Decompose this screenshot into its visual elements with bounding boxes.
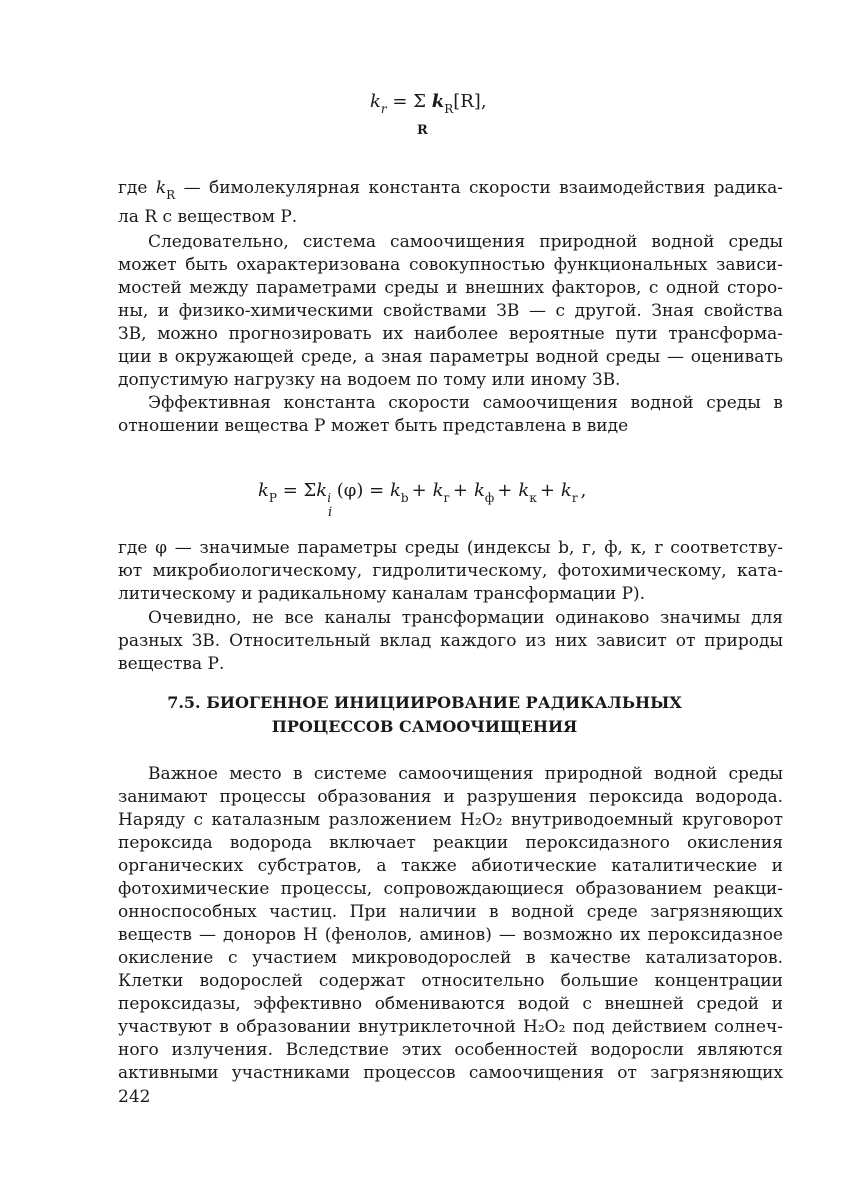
formula-var: k <box>258 480 269 501</box>
formula-var: k <box>473 480 485 501</box>
text-line: разных ЗВ. Относительный вклад каждого из них зависит от природы <box>118 631 783 651</box>
formula-eq: = Σ <box>282 480 317 501</box>
formula-kp <box>258 480 592 505</box>
formula-var: k <box>370 91 381 112</box>
text-line: участвуют в образовании внутриклеточной H₂O₂ под действием солнеч- <box>118 1017 783 1037</box>
formula-var: k <box>316 480 328 501</box>
formula-var: k <box>389 480 401 501</box>
formula-sub: г <box>443 491 450 505</box>
text-line: может быть охарактеризована совокупностью функциональных зависи- <box>118 255 783 275</box>
text-line: литическому и радикальному каналам трансформации Р). <box>118 584 646 604</box>
text-line: пероксида водорода включает реакции пероксидазного окисления <box>118 833 783 853</box>
text: — бимолекулярная константа скорости взаимодействия радика- <box>183 178 783 198</box>
section-heading-line: 7.5. БИОГЕННОЕ ИНИЦИИРОВАНИЕ РАДИКАЛЬНЫХ <box>167 693 682 712</box>
formula-sub: R <box>166 188 176 202</box>
formula-sub: r <box>571 491 578 505</box>
text-line: Клетки водорослей содержат относительно большие концентрации <box>118 971 783 991</box>
formula-tail: [R], <box>453 91 487 112</box>
text-line: мостей между параметрами среды и внешних факторов, с одной сторо- <box>118 278 783 298</box>
formula-arg: (φ) = <box>336 480 385 501</box>
formula-op: + <box>452 480 468 501</box>
text-line: занимают процессы образования и разрушения пероксида водорода. <box>118 787 783 807</box>
text-line: фотохимические процессы, сопровождающиеся образованием реакци- <box>118 879 783 899</box>
text-line <box>118 177 783 200</box>
formula-var: k <box>155 178 167 198</box>
text-line: допустимую нагрузку на водоем по тому или иному ЗВ. <box>118 370 621 390</box>
formula-sub: b <box>400 491 409 505</box>
text-line: вещества Р. <box>118 654 225 674</box>
formula-op: , <box>580 480 587 501</box>
section-heading-line: ПРОЦЕССОВ САМООЧИЩЕНИЯ <box>271 717 578 736</box>
formula-sigma-index: R <box>417 123 428 138</box>
formula-var: k <box>432 480 444 501</box>
formula-op: + <box>411 480 427 501</box>
formula-sub: r <box>380 102 387 116</box>
text-line: активными участниками процессов самоочищения от загрязняющих <box>118 1063 783 1083</box>
formula-sigma: Σ <box>413 91 426 112</box>
text-line: ЗВ, можно прогнозировать их наиболее вероятные пути трансформа- <box>118 324 783 344</box>
text-line: Эффективная константа скорости самоочищения водной среды в <box>148 393 783 413</box>
formula-var: k <box>518 480 530 501</box>
formula-eq: = <box>392 91 408 112</box>
text-line: пероксидазы, эффективно обмениваются водой с внешней средой и <box>118 994 783 1014</box>
page-number: 242 <box>118 1087 151 1107</box>
formula-op: + <box>497 480 513 501</box>
text-line: ции в окружающей среде, а зная параметры водной среды — оценивать <box>118 347 783 367</box>
text-line: Следовательно, система самоочищения природной водной среды <box>148 232 783 252</box>
formula-sub: к <box>529 491 537 505</box>
formula-sub: i <box>327 491 332 505</box>
formula-sub: R <box>444 102 454 116</box>
text-line: ют микробиологическому, гидролитическому, фотохимическому, ката- <box>118 561 783 581</box>
text-line: онноспособных частиц. При наличии в водной среде загрязняющих <box>118 902 783 922</box>
text: где <box>118 178 148 198</box>
text-line: веществ — доноров Н (фенолов, аминов) — возможно их пероксидазное <box>118 925 783 945</box>
text-line: окисление с участием микроводорослей в качестве катализаторов. <box>118 948 783 968</box>
formula-var: k <box>560 480 572 501</box>
text-line: отношении вещества Р может быть представлена в виде <box>118 416 629 436</box>
text-line: где φ — значимые параметры среды (индексы b, г, ф, к, r соответству- <box>118 538 783 558</box>
formula-var: k <box>431 91 445 112</box>
formula-op: + <box>539 480 555 501</box>
formula-kr <box>370 91 487 116</box>
text-line: ного излучения. Вследствие этих особенностей водоросли являются <box>118 1040 783 1060</box>
text-line: ны, и физико-химическими свойствами ЗВ — с другой. Зная свойства <box>118 301 783 321</box>
text-line: Очевидно, не все каналы трансформации одинаково значимы для <box>148 608 783 628</box>
formula-sigma-index: i <box>328 505 333 520</box>
text-line: органических субстратов, а также абиотические каталитические и <box>118 856 783 876</box>
text-line: ла R с веществом Р. <box>118 207 298 227</box>
formula-sub: ф <box>484 491 495 505</box>
formula-sub: P <box>268 491 277 505</box>
text-line: Наряду с каталазным разложением H₂O₂ внутриводоемный круговорот <box>118 810 783 830</box>
text-line: Важное место в системе самоочищения природной водной среды <box>148 764 783 784</box>
